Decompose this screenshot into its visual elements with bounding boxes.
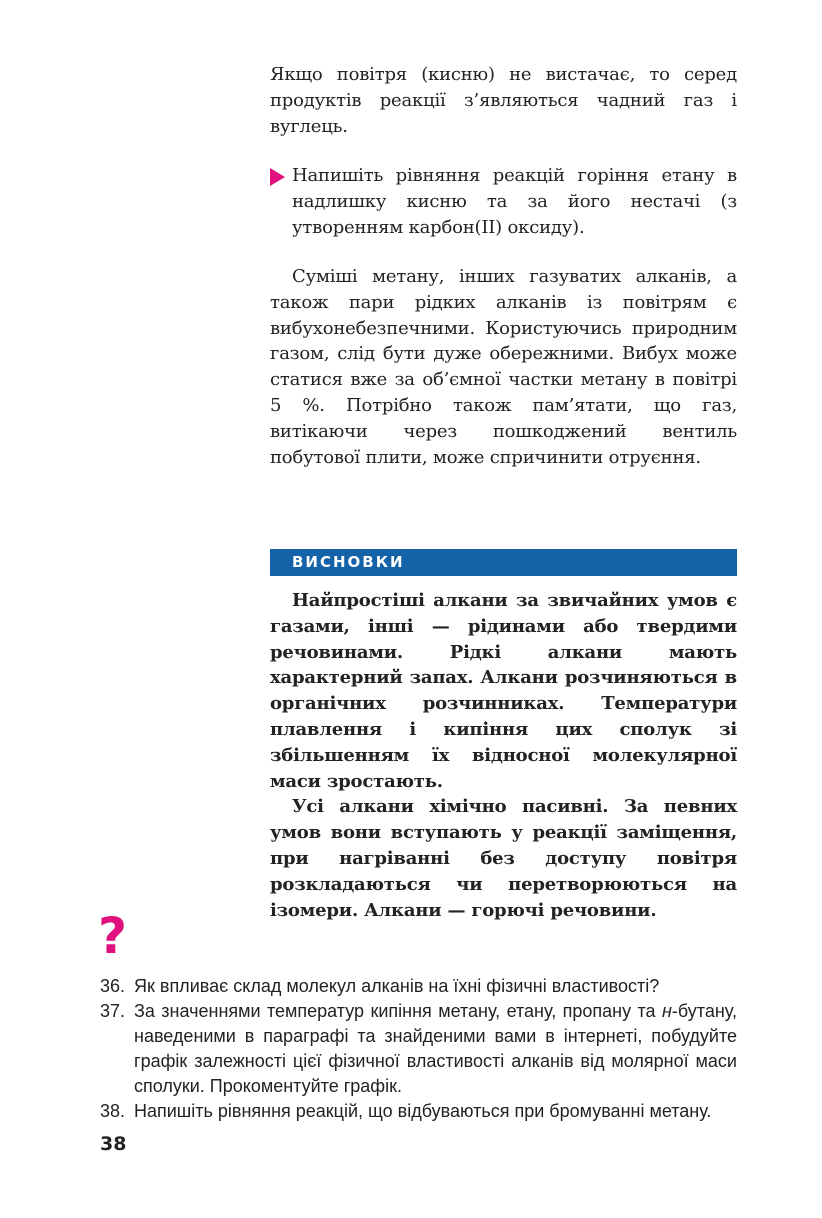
question-item [100,1099,737,1124]
paragraph-oxygen: Якщо повітря (кисню) не вистачає, то серед продуктів реакції з’являються чадний газ і вуглець. [270,64,737,137]
question-item [100,974,737,999]
arrow-marker-icon [270,168,285,186]
conclusions-heading: ВИСНОВКИ [270,549,737,576]
conclusion-paragraph: Усі алкани хімічно пасивні. За певних умов вони вступають у реакції заміщення, при нагріванні без доступу повітря розкладаються чи перетворюються на ізомери. Алкани — горючі речовини. [270,796,737,921]
question-text [134,999,737,1099]
question-number: 36. [100,976,126,996]
conclusion-paragraph: Найпростіші алкани за звичайних умов є газами, інші — рідинами або твердими речовинами. Рідкі алкани мають характерний запах. Алкани розчиняються в органічних розчинниках. Температури плавлення і кипіння цих сполук зі збільшенням їх відносної молекулярної маси зростають. [270,590,737,792]
questions-list [100,974,737,1124]
task-text: Напишіть рівняння реакцій горіння етану в надлишку кисню та за його нестачі (з утворенням карбон(II) оксиду). [292,165,737,238]
paragraph-safety: Суміші метану, інших газуватих алканів, а також пари рідких алканів із повітрям є вибухонебезпечними. Користуючись природним газом, слід бути дуже обережними. Вибух може статися вже за об’ємної частки метану в повітрі 5 %. Потрібно також пам’ятати, що газ, витікаючи через пошкоджений вентиль побутової плити, може спричинити отруєння. [270,266,737,468]
question-item [100,999,737,1099]
question-text: Напишіть рівняння реакцій, що відбуваються при бромуванні метану. [134,1101,712,1121]
question-text-part: За значеннями температур кипіння метану, етану, пропану та [134,1001,662,1021]
question-number: 37. [100,1001,126,1021]
question-italic-part: н [661,1001,672,1021]
page-number: 38 [100,1133,127,1155]
conclusions-body [270,588,737,923]
question-mark-icon: ? [98,907,128,965]
question-text-part: -бутану, наведеними в параграфі та знайденими вами в інтернеті, побудуйте графік залежності цієї фізичної властивості алканів від молярної маси сполуки. Прокоментуйте графік. [134,1001,737,1096]
question-text: Як впливає склад молекул алканів на їхні фізичні властивості? [134,976,660,996]
question-number: 38. [100,1101,126,1121]
task-block [270,163,737,240]
